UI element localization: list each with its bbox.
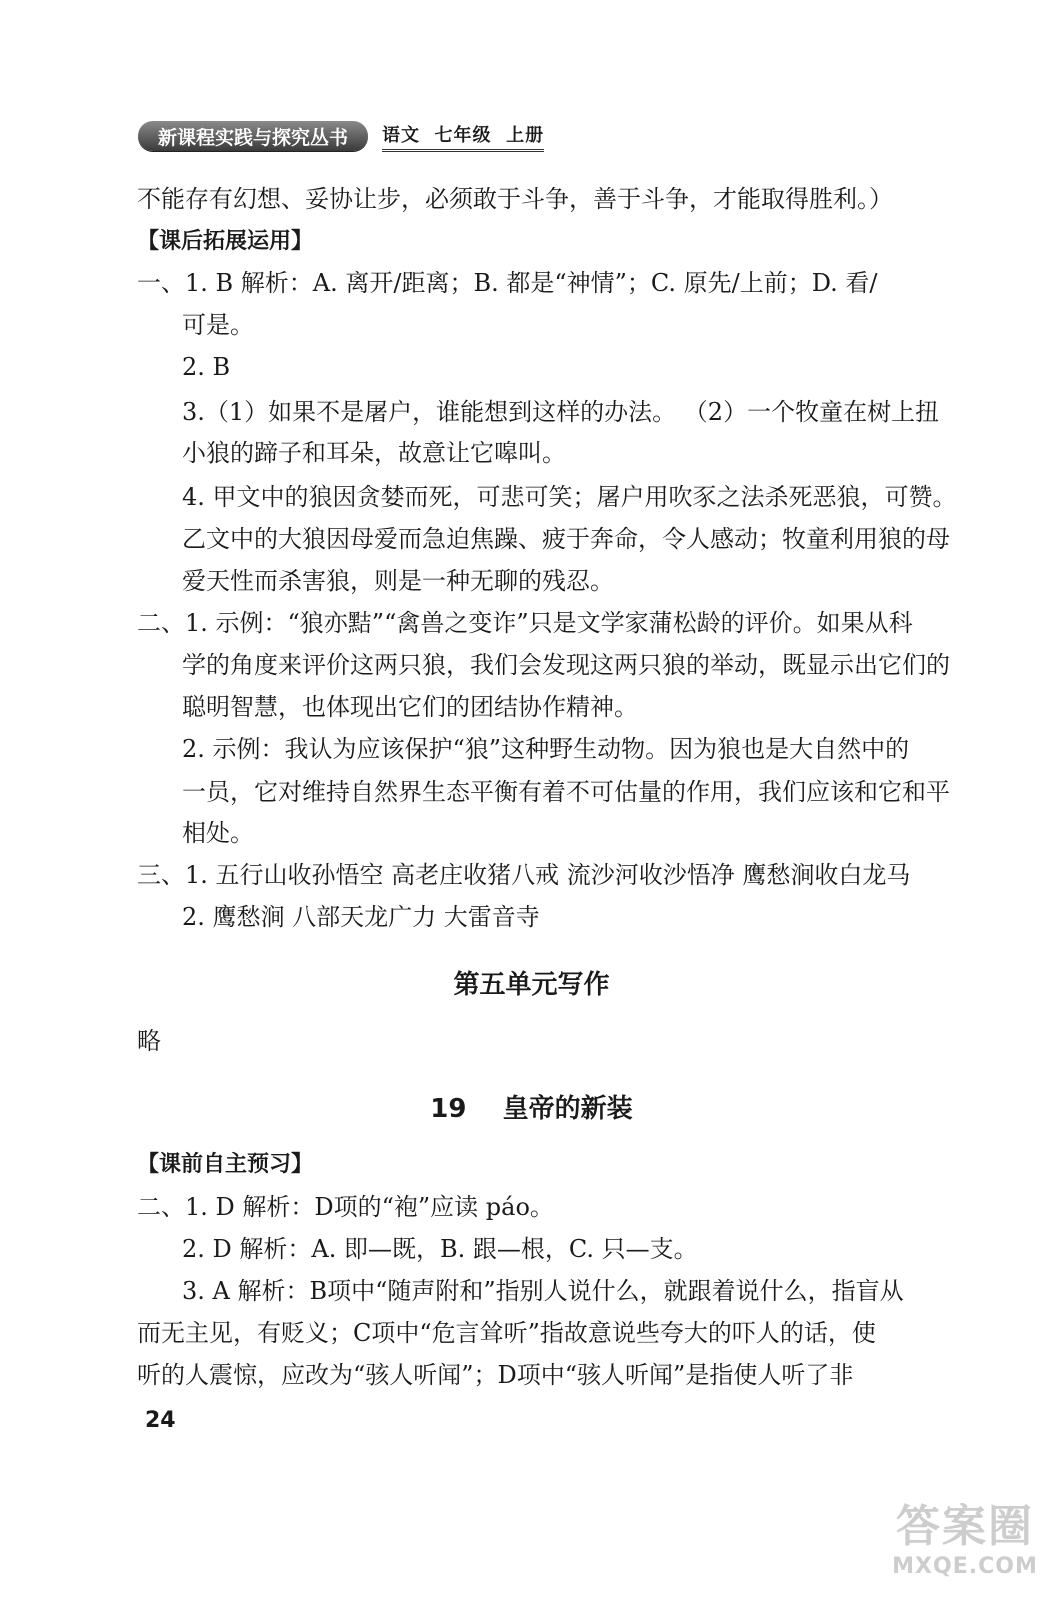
lesson-heading: 19 皇帝的新装 (430, 1094, 633, 1124)
series-title: 新课程实践与探究丛书 (138, 121, 368, 151)
text-line: 可是。 (182, 311, 254, 339)
unit-heading: 第五单元写作 (453, 970, 610, 1000)
text-line: 相处。 (182, 819, 254, 847)
text-line: 二、1. 示例：“狼亦黠”“禽兽之变诈”只是文学家蒲松龄的评价。如果从科 (137, 609, 913, 637)
text-line: 2. 示例：我认为应该保护“狼”这种野生动物。因为狼也是大自然中的 (182, 735, 910, 763)
text-line: 爱天性而杀害狼，则是一种无聊的残忍。 (182, 567, 614, 595)
text-line: 4. 甲文中的狼因贪婪而死，可悲可笑；屠户用吹豕之法杀死恶狼，可赞。 (182, 483, 957, 511)
text-line: 小狼的蹄子和耳朵，故意让它嗥叫。 (182, 439, 566, 467)
text-line: 乙文中的大狼因母爱而急迫焦躁、疲于奔命，令人感动；牧童利用狼的母 (182, 525, 950, 553)
section-label: 【课后拓展运用】 (137, 229, 314, 254)
text-line: 一、1. B 解析：A. 离开/距离；B. 都是“神情”；C. 原先/上前；D. 看/ (137, 269, 878, 297)
text-line: 一员，它对维持自然界生态平衡有着不可估量的作用，我们应该和它和平 (182, 778, 950, 806)
text-line: 2. B (182, 353, 231, 381)
watermark-url: MXQE.COM (892, 1554, 1038, 1579)
page-number: 24 (145, 1408, 176, 1433)
watermark (880, 1490, 1050, 1579)
text-line: 3. A 解析：B项中“随声附和”指别人说什么，就跟着说什么，指盲从 (182, 1277, 904, 1305)
text-line: 不能存有幻想、妥协让步，必须敢于斗争，善于斗争，才能取得胜利。） (137, 185, 893, 213)
unit-body: 略 (137, 1027, 161, 1055)
watermark-logo: 答案圈 (896, 1501, 1034, 1552)
book-title: 语文 七年级 上册 (382, 121, 544, 152)
text-line: 2. 鹰愁涧 八部天龙广力 大雷音寺 (182, 903, 540, 931)
text-line: 3.（1）如果不是屠户，谁能想到这样的办法。 （2）一个牧童在树上扭 (182, 398, 940, 426)
section-label: 【课前自主预习】 (137, 1152, 314, 1177)
text-line: 学的角度来评价这两只狼，我们会发现这两只狼的举动，既显示出它们的 (182, 651, 950, 679)
text-line: 2. D 解析：A. 即—既，B. 跟—根，C. 只—支。 (182, 1235, 698, 1263)
running-header (138, 118, 544, 154)
text-line: 而无主见，有贬义；C项中“危言耸听”指故意说些夸大的吓人的话，使 (137, 1319, 876, 1347)
text-line: 聪明智慧，也体现出它们的团结协作精神。 (182, 693, 638, 721)
text-line: 听的人震惊，应改为“骇人听闻”；D项中“骇人听闻”是指使人听了非 (137, 1361, 854, 1389)
text-line: 三、1. 五行山收孙悟空 高老庄收猪八戒 流沙河收沙悟净 鹰愁涧收白龙马 (137, 861, 911, 889)
text-line: 二、1. D 解析：D项的“袍”应读 páo。 (137, 1193, 554, 1221)
